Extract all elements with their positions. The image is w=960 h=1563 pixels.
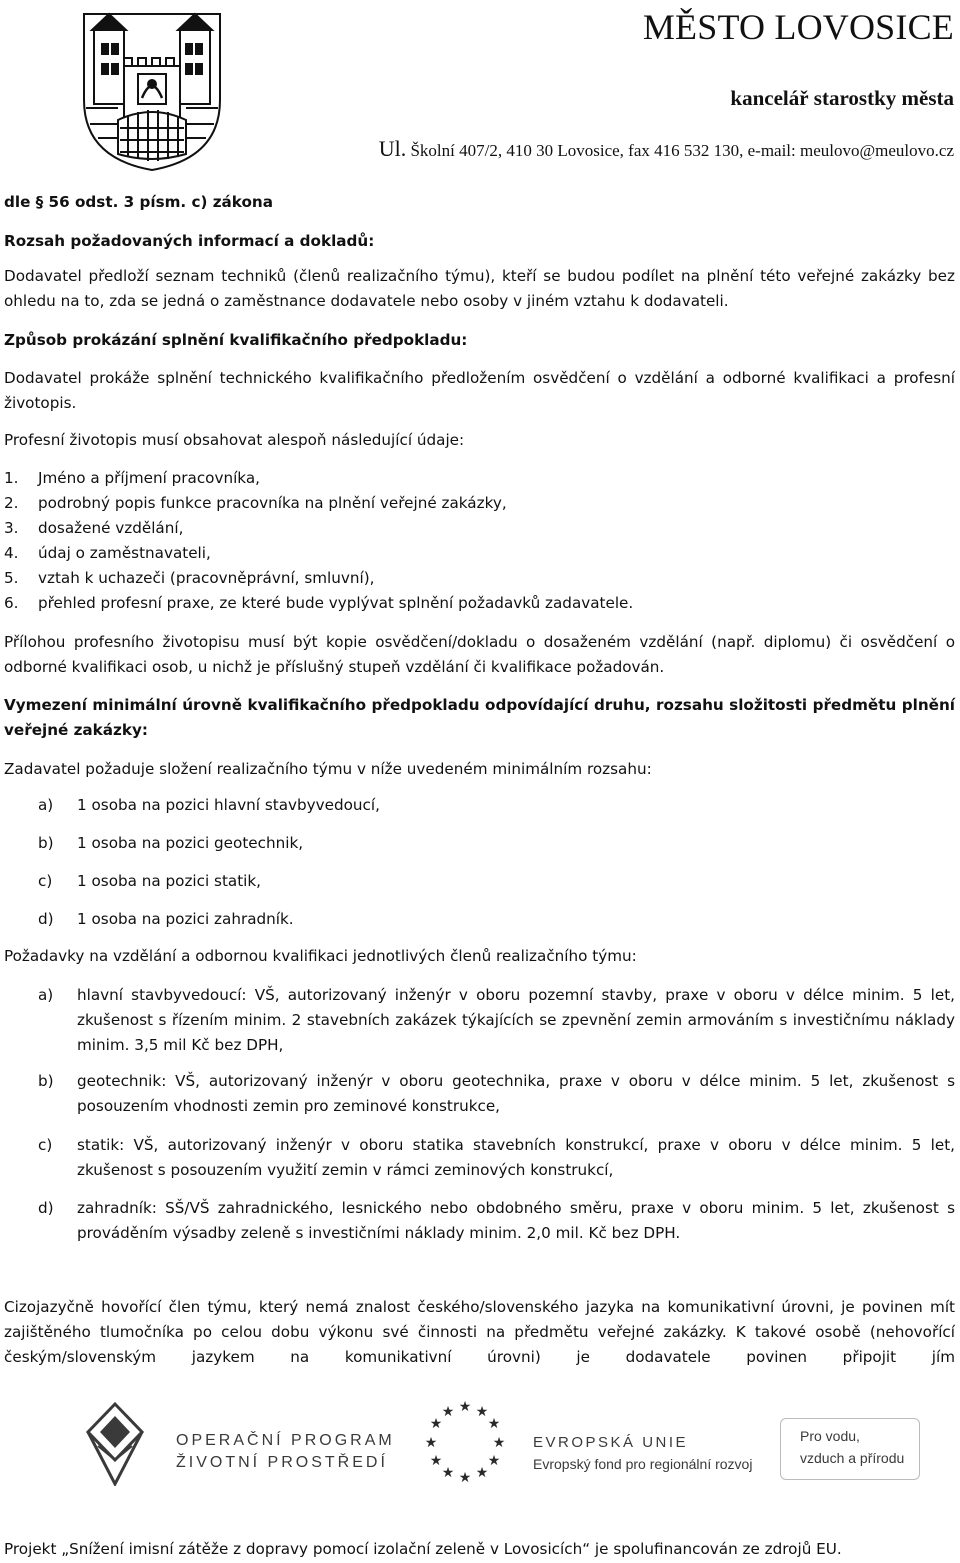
requirement-item — [4, 1196, 955, 1246]
list-text: podrobný popis funkce pracovníka na plnění veřejné zakázky, — [38, 494, 507, 512]
list-item — [4, 591, 955, 616]
item-marker: d) — [38, 910, 54, 928]
team-item — [4, 869, 955, 894]
list-item — [4, 466, 955, 491]
list-item — [4, 516, 955, 541]
scope-paragraph: Dodavatel předloží seznam techniků (členů realizačního týmu), kteří se budou podílet na plnění této veřejné zakázky bez ohledu na to, zda se jedná o zaměstnance dodavatele nebo osoby v jiném vztahu k dodavateli. — [4, 267, 955, 310]
svg-text:★: ★ — [429, 1453, 443, 1469]
slogan-line1: Pro vodu, — [800, 1428, 860, 1444]
list-text: Jméno a příjmení pracovníka, — [38, 469, 260, 487]
svg-text:★: ★ — [458, 1470, 472, 1486]
eu-flag-icon — [420, 1398, 510, 1488]
requirement-item — [4, 1133, 955, 1183]
office-name: kancelář starostky města — [730, 86, 954, 110]
list-number: 2. — [4, 494, 19, 512]
svg-text:★: ★ — [429, 1416, 443, 1432]
proof-paragraph: Dodavatel prokáže splnění technického kvalifikačního předložením osvědčení o vzdělání a odborné kvalifikaci a profesní životopis. — [4, 369, 955, 412]
svg-text:★: ★ — [441, 1404, 455, 1420]
list-item — [4, 491, 955, 516]
slogan-line2: vzduch a přírodu — [800, 1450, 905, 1466]
attachment-paragraph: Přílohou profesního životopisu musí být kopie osvědčení/dokladu o dosaženém vzdělání (např. diplomu) či osvědčení o odborné kvalifikaci osob, u nichž je příslušný stupeň vzdělání či kvalifikace požadován. — [4, 633, 955, 676]
list-number: 6. — [4, 594, 19, 612]
city-crest-icon — [78, 8, 226, 172]
svg-text:★: ★ — [487, 1453, 501, 1469]
eu-label: EVROPSKÁ UNIE — [533, 1434, 689, 1451]
requirement-item — [4, 983, 955, 1058]
project-footer-note: Projekt „Snížení imisní zátěže z dopravy pomocí izolační zeleně v Lovosicích“ je spolufinancován ze zdrojů EU. — [4, 1540, 842, 1558]
item-text: geotechnik: VŠ, autorizovaný inženýr v oboru geotechnika, praxe v oboru v délce minim. 5 let, zkušenost s posouzením vhodnosti zemin pro zeminové konstrukce, — [77, 1072, 955, 1115]
law-reference: dle § 56 odst. 3 písm. c) zákona — [4, 193, 273, 211]
op-program-line1: OPERAČNÍ PROGRAM — [176, 1432, 395, 1449]
foreign-language-paragraph: Cizojazyčně hovořící člen týmu, který nemá znalost českého/slovenského jazyka na komunikativní úrovni, je povinen mít zajištěného tlumočníka po celou dobu výkonu své činnosti na předmětu veřejné zakázky. K takové osobě (nehovořící českým/slovenským jazykem na komunikativní úrovni) je dodavatele povinen připojit jím — [4, 1298, 955, 1366]
svg-text:★: ★ — [492, 1435, 506, 1451]
list-text: údaj o zaměstnavateli, — [38, 544, 211, 562]
item-text: 1 osoba na pozici hlavní stavbyvedoucí, — [77, 796, 380, 814]
item-marker: c) — [38, 1136, 53, 1154]
list-item — [4, 566, 955, 591]
team-item — [4, 907, 955, 932]
requirements-intro: Požadavky na vzdělání a odbornou kvalifikaci jednotlivých členů realizačního týmu: — [4, 947, 637, 965]
team-intro: Zadavatel požaduje složení realizačního týmu v níže uvedeném minimálním rozsahu: — [4, 760, 652, 778]
list-item — [4, 541, 955, 566]
team-item — [4, 831, 955, 856]
op-program-line2: ŽIVOTNÍ PROSTŘEDÍ — [176, 1454, 388, 1471]
list-text: vztah k uchazeči (pracovněprávní, smluvní), — [38, 569, 375, 587]
item-text: 1 osoba na pozici statik, — [77, 872, 262, 890]
item-marker: a) — [38, 986, 54, 1004]
item-text: hlavní stavbyvedoucí: VŠ, autorizovaný inženýr v oboru pozemní stavby, praxe v oboru v délce minim. 5 let, zkušenost s řízením minim. 2 stavebních zakázek týkajících se zpevnění zemin armováním s investičnímu náklady minim. 3,5 mil Kč bez DPH, — [77, 986, 955, 1054]
list-number: 3. — [4, 519, 19, 537]
list-text: dosažené vzdělání, — [38, 519, 184, 537]
proof-heading: Způsob prokázání splnění kvalifikačního předpokladu: — [4, 331, 468, 349]
office-address — [379, 136, 954, 162]
list-number: 1. — [4, 469, 19, 487]
item-text: zahradník: SŠ/VŠ zahradnického, lesnického nebo obdobného směru, praxe v oboru minim. 5 let, zkušenost s prováděním výsadby zeleně s investičními náklady minim. 2,0 mil. Kč bez DPH. — [77, 1199, 955, 1242]
list-text: přehled profesní praxe, ze které bude vyplývat splnění požadavků zadavatele. — [38, 594, 634, 612]
op-zp-logo-icon — [84, 1400, 146, 1486]
cv-intro: Profesní životopis musí obsahovat alespoň následující údaje: — [4, 431, 465, 449]
svg-text:★: ★ — [475, 1465, 489, 1481]
item-marker: c) — [38, 872, 53, 890]
svg-text:★: ★ — [487, 1416, 501, 1432]
team-item — [4, 793, 955, 818]
requirement-item — [4, 1069, 955, 1119]
item-marker: b) — [38, 834, 54, 852]
list-number: 5. — [4, 569, 19, 587]
address-prefix: Ul. — [378, 136, 407, 161]
item-text: 1 osoba na pozici geotechnik, — [77, 834, 304, 852]
item-text: 1 osoba na pozici zahradník. — [77, 910, 294, 928]
list-number: 4. — [4, 544, 19, 562]
minimum-heading: Vymezení minimální úrovně kvalifikačního předpokladu odpovídající druhu, rozsahu složitosti předmětu plnění veřejné zakázky: — [4, 696, 955, 739]
item-marker: d) — [38, 1199, 54, 1217]
scope-heading: Rozsah požadovaných informací a dokladů: — [4, 232, 375, 250]
item-marker: a) — [38, 796, 54, 814]
svg-text:★: ★ — [458, 1399, 472, 1415]
funding-logos — [0, 1390, 960, 1502]
svg-text:★: ★ — [475, 1404, 489, 1420]
item-marker: b) — [38, 1072, 54, 1090]
item-text: statik: VŠ, autorizovaný inženýr v oboru statika stavebních konstrukcí, praxe v oboru v délce minim. 5 let, zkušenost s posouzením využití zemin v rámci zeminových konstrukcí, — [77, 1136, 955, 1179]
eu-fund-label: Evropský fond pro regionální rozvoj — [533, 1456, 753, 1472]
city-title: MĚSTO LOVOSICE — [642, 7, 954, 47]
svg-text:★: ★ — [441, 1465, 455, 1481]
svg-text:★: ★ — [424, 1435, 438, 1451]
address-text: Školní 407/2, 410 30 Lovosice, fax 416 532 130, e-mail: meulovo@meulovo.cz — [406, 141, 954, 160]
